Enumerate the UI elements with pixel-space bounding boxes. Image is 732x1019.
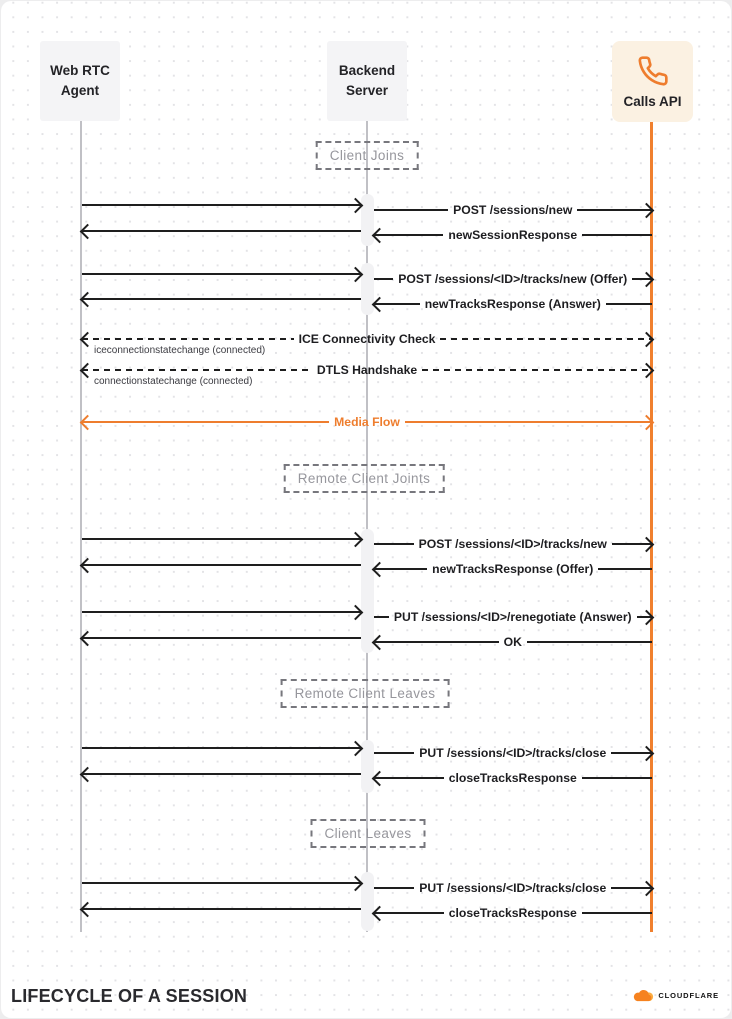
message-arrow-relay-1 — [82, 195, 361, 215]
arrowhead-right-icon — [639, 202, 655, 218]
arrowhead-left-icon — [80, 630, 96, 646]
message-arrow-relay-20 — [82, 738, 361, 758]
arrowhead-left-icon — [371, 296, 387, 312]
message-arrow-media-flow — [82, 412, 652, 432]
arrowhead-right-icon — [639, 331, 655, 347]
message-arrow-relay-27 — [82, 899, 361, 919]
message-arrow-ice-connectivity-check — [82, 329, 652, 356]
message-arrow-relay-23 — [82, 764, 361, 784]
arrowhead-right-icon — [347, 266, 363, 282]
message-label: PUT /sessions/<ID>/renegotiate (Answer) — [393, 610, 632, 624]
message-arrow-dtls-handshake — [82, 360, 652, 387]
phase-box-client-joins: Client Joins — [316, 141, 419, 170]
message-arrow-ok — [374, 632, 653, 652]
message-arrow-newsessionresponse — [374, 225, 653, 245]
arrowhead-right-icon — [639, 880, 655, 896]
message-arrow-closetracksresponse — [374, 768, 653, 788]
message-label: Media Flow — [334, 415, 400, 429]
arrowhead-right-icon — [639, 745, 655, 761]
message-arrow-relay-15 — [82, 555, 361, 575]
message-arrow-put-sessions-id-renegotiate-answer — [374, 607, 653, 627]
cloudflare-logo — [630, 989, 719, 1002]
message-arrow-post-sessions-new — [374, 200, 653, 220]
arrowhead-left-icon — [371, 227, 387, 243]
arrowhead-left-icon — [80, 766, 96, 782]
arrowhead-right-icon — [639, 271, 655, 287]
arrowhead-right-icon — [347, 197, 363, 213]
page-title: LIFECYCLE OF A SESSION — [11, 986, 248, 1006]
message-label: POST /sessions/<ID>/tracks/new — [418, 537, 607, 551]
arrowhead-left-icon — [371, 770, 387, 786]
actor-webrtc-agent — [40, 41, 120, 121]
cloudflare-wordmark: CLOUDFLARE — [658, 991, 719, 1000]
phase-box-remote-client-leaves: Remote Client Leaves — [281, 679, 450, 708]
message-arrow-newtracksresponse-offer — [374, 559, 653, 579]
arrowhead-right-icon — [347, 531, 363, 547]
message-arrow-post-sessions-id-tracks-new — [374, 534, 653, 554]
activation-bar-5 — [361, 872, 374, 931]
message-label: closeTracksResponse — [448, 771, 577, 785]
phone-icon — [637, 55, 669, 92]
message-label: POST /sessions/new — [453, 203, 573, 217]
phase-box-remote-client-joints: Remote Client Joints — [284, 464, 445, 493]
activation-bar-2 — [361, 263, 374, 315]
arrowhead-left-icon — [80, 901, 96, 917]
message-label: closeTracksResponse — [448, 906, 577, 920]
message-arrow-relay-8 — [82, 289, 361, 309]
message-arrow-relay-19 — [82, 628, 361, 648]
arrowhead-left-icon — [371, 634, 387, 650]
message-arrow-relay-16 — [82, 602, 361, 622]
message-arrow-closetracksresponse — [374, 903, 653, 923]
cloudflare-cloud-icon — [630, 989, 655, 1002]
arrowhead-left-icon — [80, 223, 96, 239]
message-label: newSessionResponse — [448, 228, 578, 242]
arrowhead-left-icon — [80, 362, 96, 378]
actor-label: Web RTC Agent — [50, 62, 110, 98]
event-callback-label: iceconnectionstatechange (connected) — [94, 344, 266, 356]
message-arrow-put-sessions-id-tracks-close — [374, 743, 653, 763]
arrowhead-left-icon — [371, 905, 387, 921]
message-label: ICE Connectivity Check — [298, 332, 436, 346]
message-arrow-relay-24 — [82, 873, 361, 893]
message-arrow-newtracksresponse-answer — [374, 294, 653, 314]
message-label: PUT /sessions/<ID>/tracks/close — [419, 746, 607, 760]
actor-calls-api — [612, 41, 693, 122]
arrowhead-left-icon — [80, 557, 96, 573]
arrowhead-right-icon — [347, 875, 363, 891]
arrowhead-right-icon — [347, 604, 363, 620]
arrowhead-left-icon — [371, 561, 387, 577]
actor-backend-server — [327, 41, 407, 121]
actor-label: Calls API — [623, 93, 682, 109]
arrowhead-left-icon — [80, 291, 96, 307]
message-label: PUT /sessions/<ID>/tracks/close — [419, 881, 607, 895]
lifeline-webrtc-agent — [80, 120, 82, 932]
message-arrow-relay-5 — [82, 264, 361, 284]
arrowhead-right-icon — [639, 414, 655, 430]
arrowhead-right-icon — [639, 609, 655, 625]
message-arrow-relay-4 — [82, 221, 361, 241]
arrowhead-left-icon — [80, 331, 96, 347]
arrowhead-right-icon — [639, 362, 655, 378]
message-label: OK — [503, 635, 522, 649]
activation-bar-3 — [361, 529, 374, 653]
message-label: newTracksResponse (Offer) — [432, 562, 594, 576]
arrowhead-left-icon — [80, 414, 96, 430]
phase-box-client-leaves: Client Leaves — [311, 819, 426, 848]
diagram-canvas — [1, 1, 731, 1018]
message-arrow-post-sessions-id-tracks-new-offer — [374, 269, 653, 289]
message-label: DTLS Handshake — [316, 363, 418, 377]
arrowhead-right-icon — [639, 536, 655, 552]
arrowhead-right-icon — [347, 740, 363, 756]
message-label: newTracksResponse (Answer) — [424, 297, 601, 311]
message-arrow-put-sessions-id-tracks-close — [374, 878, 653, 898]
message-arrow-relay-12 — [82, 529, 361, 549]
message-label: POST /sessions/<ID>/tracks/new (Offer) — [398, 272, 628, 286]
event-callback-label: connectionstatechange (connected) — [94, 375, 253, 387]
actor-label: Backend Server — [338, 62, 396, 98]
activation-bar-1 — [361, 194, 374, 246]
